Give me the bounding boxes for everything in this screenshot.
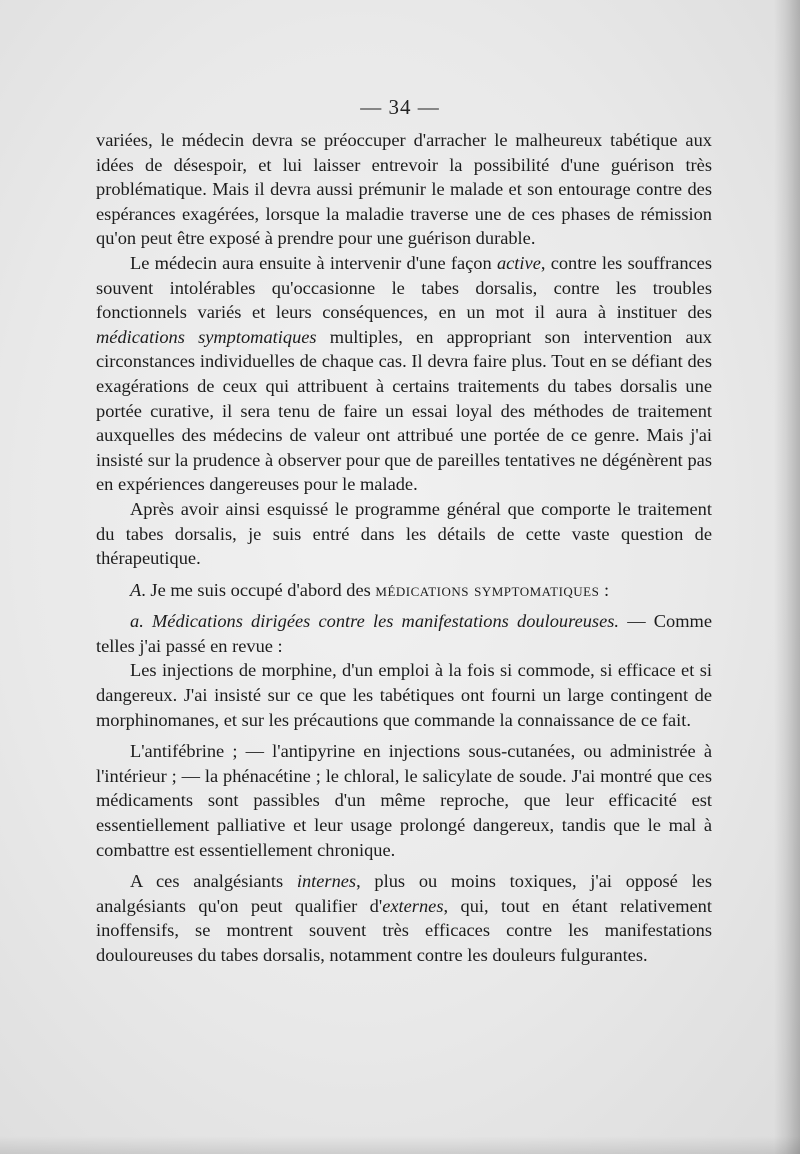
subsection-text: — Comme telles j'ai passé en revue : — [96, 611, 712, 656]
paragraph-analgesiants-part-c: , qui, tout en étant relativement inoffensifs, se montrent souvent très efficaces contre les manifestations douloureuses du tabes dorsalis, notamment contre les douleurs fulgurantes. — [96, 895, 712, 965]
paragraph-analgesiants-part-a: A ces analgésiants — [130, 871, 297, 892]
subsection-heading-a — [96, 609, 712, 658]
page-edge-shadow — [774, 0, 800, 1154]
paragraph-morphine: Les injections de morphine, d'un emploi à la fois si commode, si efficace et si dangereux. J'ai insisté sur ce que les tabétiques ont fourni un large contingent de morphinomanes, et sur les précautions que commande la connaissance de ce fait. — [96, 660, 712, 730]
section-heading-colon: : — [599, 579, 610, 600]
paragraph-1: variées, le médecin devra se préoccuper d'arracher le malheureux tabétique aux idées de désespoir, et lui laisser entrevoir la possibilité d'une guérison très problématique. Mais il devra aussi prémunir le malade et son entourage contre des espérances exagérées, lorsque la maladie traverse une de ces phases de rémission qu'on peut être exposé à prendre pour une guérison durable. — [96, 130, 712, 249]
section-heading-text: . Je me suis occupé d'abord des — [141, 579, 376, 600]
paragraph-3: Après avoir ainsi esquissé le programme général que comporte le traitement du tabes dorsalis, je suis entré dans les détails de cette vaste question de thérapeutique. — [96, 498, 712, 569]
emphasis-externes: externes — [382, 895, 444, 916]
paragraph-analgesiants — [96, 869, 712, 967]
body-text — [96, 128, 712, 968]
section-letter-a: A — [130, 579, 142, 600]
paragraph-analgesiants-part-b: , plus ou moins toxiques, j'ai opposé les analgésiants qu'on peut qualifier d' — [96, 871, 713, 916]
paragraph-2-part-b: , contre les souffrances souvent intolérables qu'occasionne le tabes dorsalis, contre les troubles fonctionnels variés et leurs conséquences, en un mot il aura à instituer des — [96, 252, 712, 323]
subsection-title: a. Médications dirigées contre les manifestations douloureuses. — [130, 611, 620, 632]
paragraph-2-part-c: multiples, en appropriant son intervention aux circonstances individuelles de chaque cas. Il devra faire plus. Tout en se défiant des exagérations de ceux qui attribuent à certains traitements du tabes dorsalis une portée curative, il sera tenu de faire un essai loyal des méthodes de traitement auxquelles des médecins de valeur ont attribué une portée de ce genre. Mais j'ai insisté sur la prudence à observer pour que de pareilles tentatives ne dégénèrent pas en expériences dangereuses pour le malade. — [96, 326, 712, 495]
emphasis-active: active — [496, 252, 541, 273]
page-number: — 34 — — [360, 95, 440, 119]
paragraph-antifebrine: L'antifébrine ; — l'antipyrine en injections sous-cutanées, ou administrée à l'intérieur ; — la phénacétine ; le chloral, le salicylate de soude. J'ai montré que ces médicaments sont passibles d'un même reproche, que leur efficacité est essentiellement palliative et leur usage prolongé dangereux, tandis que le mal à combattre est essentiellement chronique. — [96, 741, 712, 860]
page-bottom-shadow — [0, 1136, 800, 1154]
paragraph-2 — [96, 251, 712, 497]
section-heading-a — [96, 578, 712, 603]
section-heading-small-caps: médications symptomatiques — [375, 579, 600, 600]
emphasis-medications-symptomatiques: médications symptomatiques — [96, 326, 317, 347]
emphasis-internes: internes — [296, 871, 357, 892]
paragraph-2-part-a: Le médecin aura ensuite à intervenir d'une façon — [130, 252, 497, 273]
